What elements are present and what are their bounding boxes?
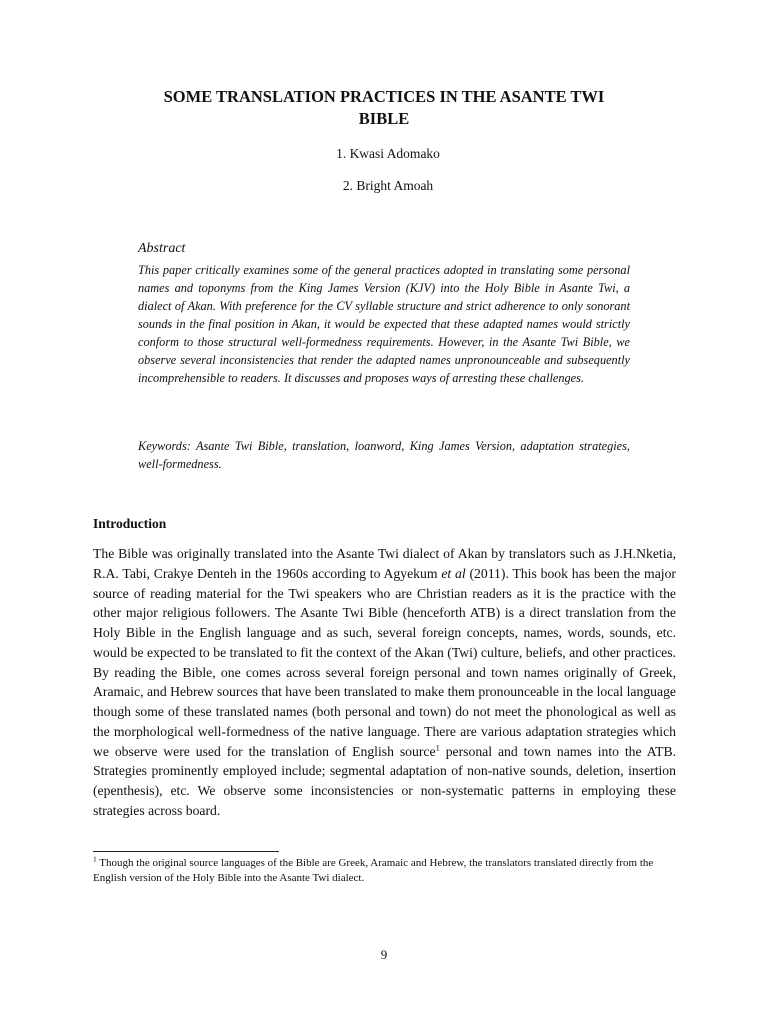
intro-text-part-3: personal and town names into the ATB. Strategies prominently employed include; segmental adaptation of non-native sounds, deletion, insertion (epenthesis), etc. We observe some inconsistencies or non-systematic patterns in employing these strategies across board.	[93, 743, 676, 818]
paper-title: SOME TRANSLATION PRACTICES IN THE ASANTE TWI BIBLE	[163, 87, 605, 128]
footnote	[93, 856, 676, 885]
keywords: Keywords: Asante Twi Bible, translation, loanword, King James Version, adaptation strategies, well-formedness.	[138, 439, 630, 472]
introduction-heading: Introduction	[93, 516, 167, 531]
footnote-divider	[93, 851, 279, 852]
abstract-text: This paper critically examines some of the general practices adopted in translating some personal names and toponyms from the King James Version (KJV) into the Holy Bible in Asante Twi, a dialect of Akan. With preference for the CV syllable structure and strict adherence to only sonorant sounds in the final position in Akan, it would be expected that these adapted names would strictly conform to those structural well-formedness requirements. However, in the Asante Twi Bible, we observe several inconsistencies that render the adapted names unpronounceable and subsequently incomprehensible to readers. It discusses and proposes ways of arresting these challenges.	[138, 263, 630, 386]
intro-text-part-1: The Bible was originally translated into the Asante Twi dialect of Akan by translators such as J.H.Nketia, R.A. Tabi, Crakye Denteh in the 1960s according to Agyekum	[93, 546, 676, 581]
author-2: 2. Bright Amoah	[342, 178, 434, 193]
introduction-paragraph	[93, 544, 676, 821]
footnote-marker: 1	[93, 854, 97, 864]
abstract-heading: Abstract	[138, 241, 186, 256]
intro-text-part-2: (2011). This book has been the major source of reading material for the Twi speakers who are Christian readers as it is the practice with the other major religious followers. The Asante Twi Bible (henceforth ATB) is a direct translation from the Holy Bible in the English language and as such, several foreign concepts, names, words, sounds, etc. would be expected to be translated to fit the context of the Akan (Twi) culture, beliefs, and other practices. By reading the Bible, one comes across several foreign personal and town names originally of Greek, Aramaic, and Hebrew sources that have been translated to make them pronounceable in the local language though some of these translated names (both personal and town) do not meet the phonological as well as the morphological well-formedness of the native language. There are various adaptation strategies which we observe were used for the translation of English source	[93, 565, 677, 759]
footnote-reference[interactable]: 1	[435, 741, 440, 752]
page-number: 9	[380, 947, 388, 962]
citation-et-al: et al	[441, 565, 466, 581]
footnote-text: Though the original source languages of the Bible are Greek, Aramaic and Hebrew, the translators translated directly from the English version of the Holy Bible into the Asante Twi dialect.	[93, 857, 654, 884]
author-1: 1. Kwasi Adomako	[336, 146, 440, 161]
